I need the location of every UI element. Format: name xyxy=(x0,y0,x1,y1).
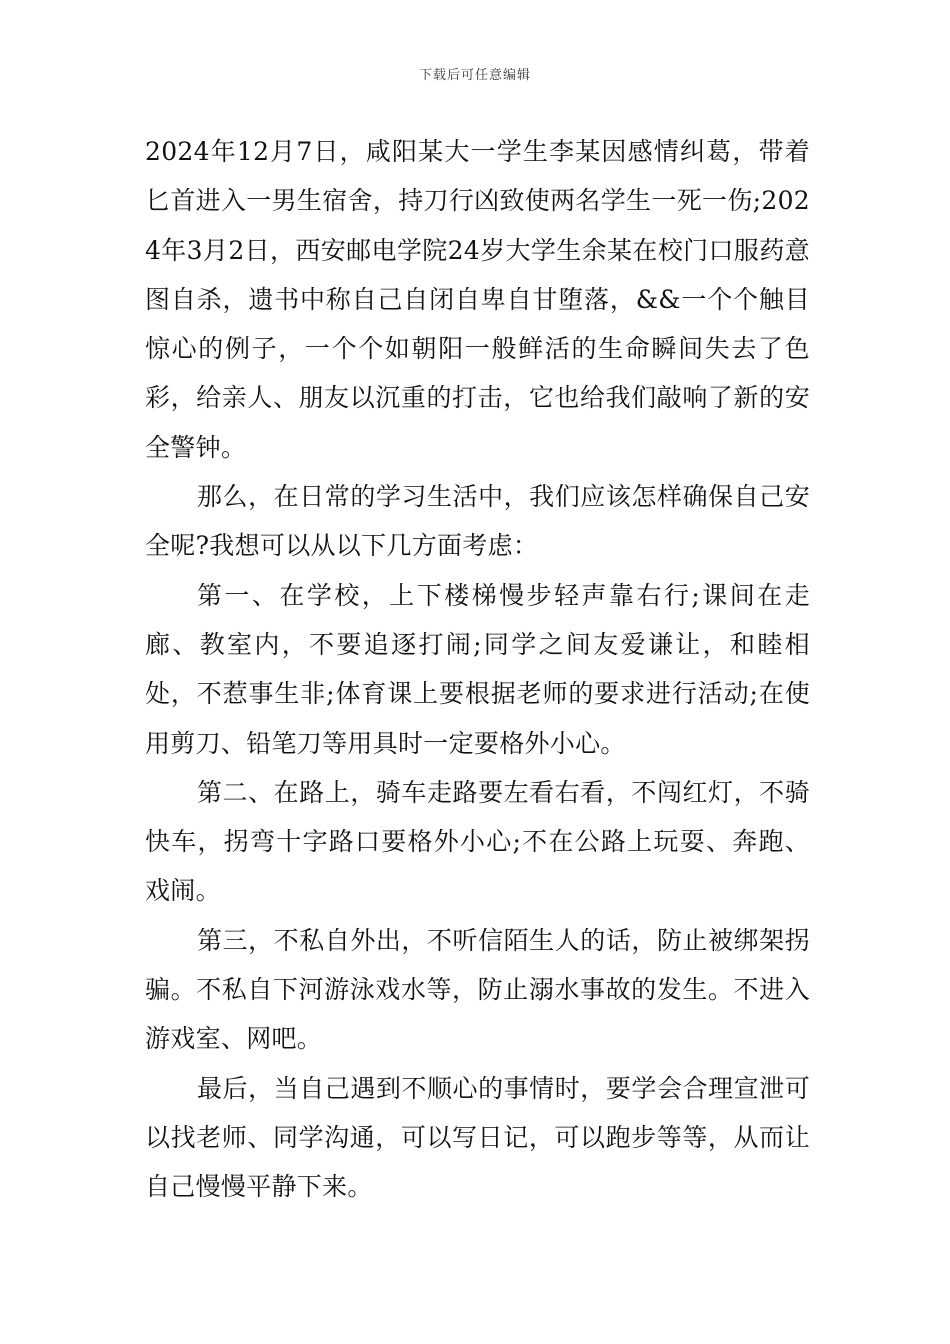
paragraph-second-road: 第二、在路上，骑车走路要左看右看，不闯红灯，不骑快车，拐弯十字路口要格外小心;不在公路上玩耍、奔跑、戏闹。 xyxy=(145,777,810,906)
paragraph-incidents: 2024年12月7日，咸阳某大一学生李某因感情纠葛，带着匕首进入一男生宿舍，持刀行凶致使两名学生一死一伤;2024年3月2日，西安邮电学院24岁大学生余某在校门口服药意图自杀，遗书中称自己自闭自卑自甘堕落，&&一个个触目惊心的例子，一个个如朝阳一般鲜活的生命瞬间失去了色彩，给亲人、朋友以沉重的打击，它也给我们敲响了新的安全警钟。 xyxy=(145,137,810,462)
paragraph-third-strangers: 第三，不私自外出，不听信陌生人的话，防止被绑架拐骗。不私自下河游泳戏水等，防止溺水事故的发生。不进入游戏室、网吧。 xyxy=(145,925,810,1054)
paragraph-first-school: 第一、在学校，上下楼梯慢步轻声靠右行;课间在走廊、教室内，不要追逐打闹;同学之间友爱谦让，和睦相处，不惹事生非;体育课上要根据老师的要求进行活动;在使用剪刀、铅笔刀等用具时一定要格外小心。 xyxy=(145,580,810,758)
header-note: 下载后可任意编辑 xyxy=(418,68,531,83)
document-body xyxy=(145,127,810,1212)
paragraph-finally-emotions: 最后，当自己遇到不顺心的事情时，要学会合理宣泄可以找老师、同学沟通，可以写日记，可以跑步等等，从而让自己慢慢平静下来。 xyxy=(145,1073,810,1202)
paragraph-question: 那么，在日常的学习生活中，我们应该怎样确保自己安全呢?我想可以从以下几方面考虑： xyxy=(145,482,810,561)
